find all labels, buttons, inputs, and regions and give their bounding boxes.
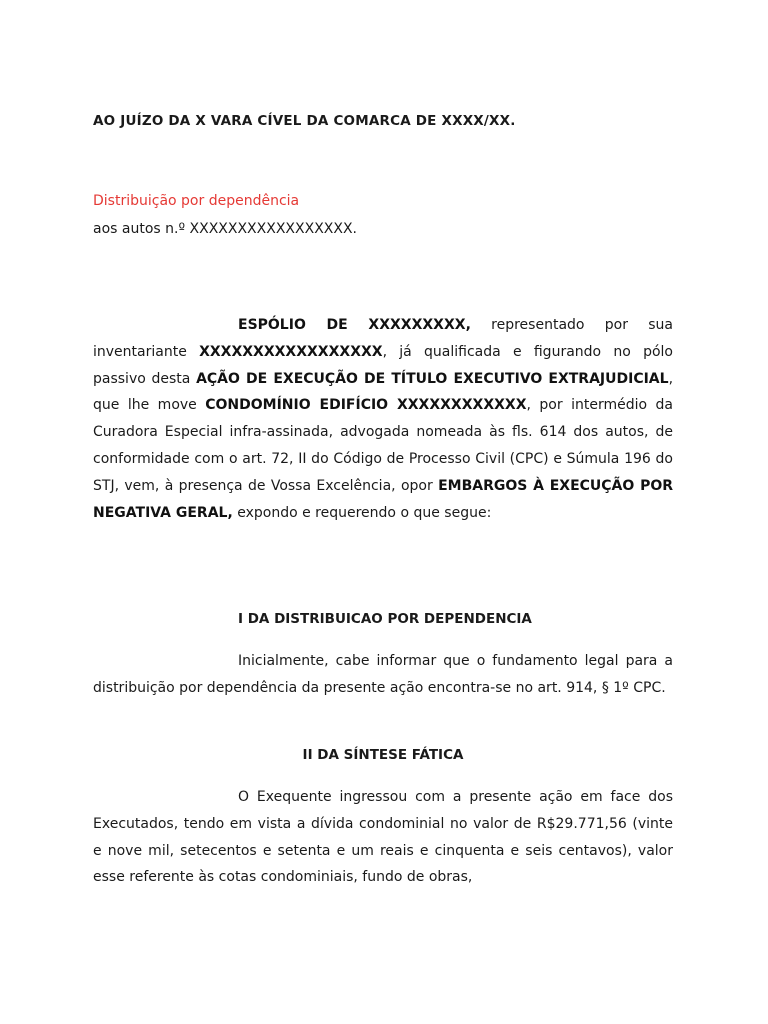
section-heading-distribution: I DA DISTRIBUICAO POR DEPENDENCIA	[238, 611, 532, 627]
section-paragraph-synthesis: O Exequente ingressou com a presente ação em face dos Executados, tendo em vista a dívida condominial no valor de R$29.771,56 (vinte e nove mil, setecentos e setenta e um reais e cinquenta e seis centavos), valor esse referente às cotas condominiais, fundo de obras,	[93, 789, 673, 886]
intro-text-4: , por intermédio da Curadora Especial infra-assinada, advogada nomeada às fls. 614 dos autos, de conformidade com o art. 72, II do Código de Processo Civil (CPC) e Súmula 196 do STJ, vem, à presença de Vossa Excelência, opor	[93, 397, 673, 494]
intro-paragraph	[93, 312, 673, 526]
plaintiff-name: CONDOMÍNIO EDIFÍCIO XXXXXXXXXXXX	[205, 397, 527, 414]
action-title: AÇÃO DE EXECUÇÃO DE TÍTULO EXECUTIVO EXTRAJUDICIAL	[196, 370, 669, 387]
case-reference: aos autos n.º XXXXXXXXXXXXXXXXX.	[93, 221, 358, 237]
court-address-heading: AO JUÍZO DA X VARA CÍVEL DA COMARCA DE XXXX/XX.	[93, 113, 516, 129]
intro-text-1: representado por sua inventariante	[93, 317, 673, 360]
party-name: ESPÓLIO DE XXXXXXXXX,	[238, 317, 471, 333]
intro-text-3: , que lhe move	[93, 370, 674, 414]
embargos-title: EMBARGOS À EXECUÇÃO POR NEGATIVA GERAL,	[93, 477, 674, 521]
section-paragraph-distribution: Inicialmente, cabe informar que o fundamento legal para a distribuição por dependência da presente ação encontra-se no art. 914, § 1º CPC.	[93, 653, 673, 696]
intro-text-5: expondo e requerendo o que segue:	[232, 504, 492, 521]
intro-text-2: , já qualificada e figurando no pólo passivo desta	[93, 343, 673, 387]
section-heading-synthesis: II DA SÍNTESE FÁTICA	[302, 747, 464, 763]
distribution-note: Distribuição por dependência	[93, 193, 300, 209]
inventariante-name: XXXXXXXXXXXXXXXXX	[199, 343, 383, 360]
